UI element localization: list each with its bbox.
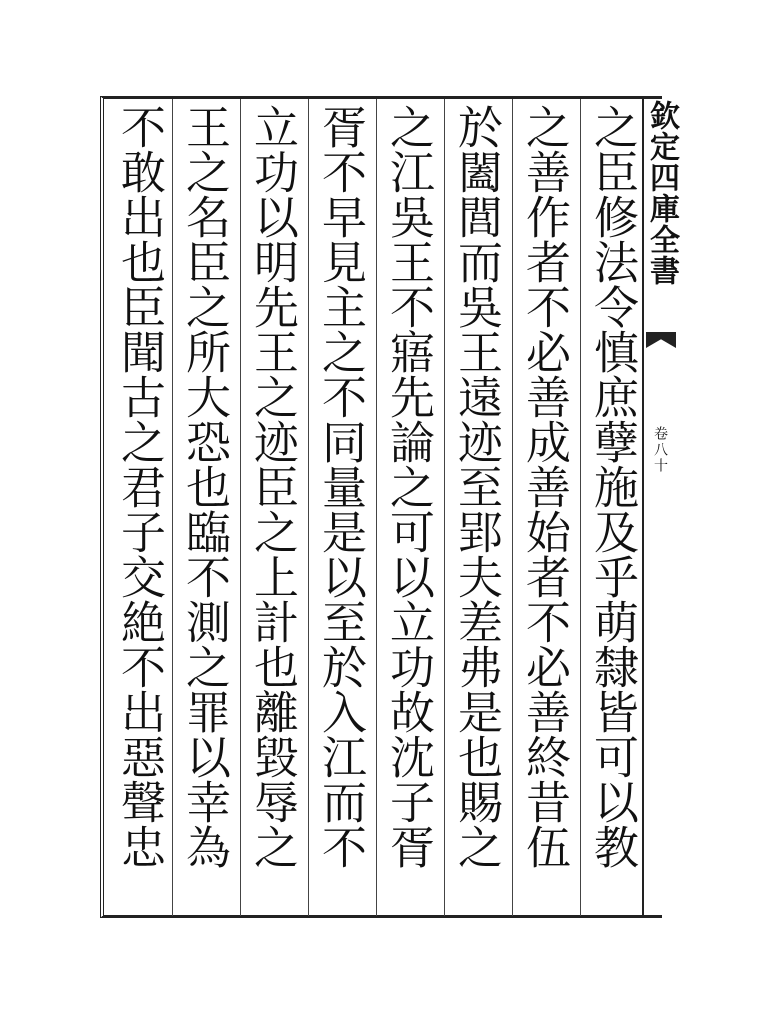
volume-number: 卷八十 [652,426,668,474]
text-column-8: 不敢出也臣聞古之君子交絶不出惡聲忠 [113,104,166,869]
column-rule [512,99,513,916]
text-column-4: 之江吳王不寤先論之可以立功故沈子胥 [382,104,435,869]
column-rule [444,99,445,916]
text-column-1: 之臣修法令慎庶孽施及乎萌隸皆可以教 [586,104,639,869]
column-rule [376,99,377,916]
book-title: 欽定四庫全書 [644,100,679,286]
text-column-3: 於闔閭而吳王遠迹至郢夫差弗是也賜之 [450,104,503,869]
column-rule [308,99,309,916]
text-column-2: 之善作者不必善成善始者不必善終昔伍 [518,104,571,869]
column-rule [580,99,581,916]
text-column-7: 王之名臣之所大恐也臨不測之罪以幸為 [178,104,231,869]
text-column-5: 胥不早見主之不同量是以至於入江而不 [314,104,367,869]
column-rule [240,99,241,916]
text-column-6: 立功以明先王之迹臣之上計也離毀辱之 [246,104,299,869]
margin-column [642,96,679,918]
fish-tail-mark [646,332,676,348]
column-rule [172,99,173,916]
